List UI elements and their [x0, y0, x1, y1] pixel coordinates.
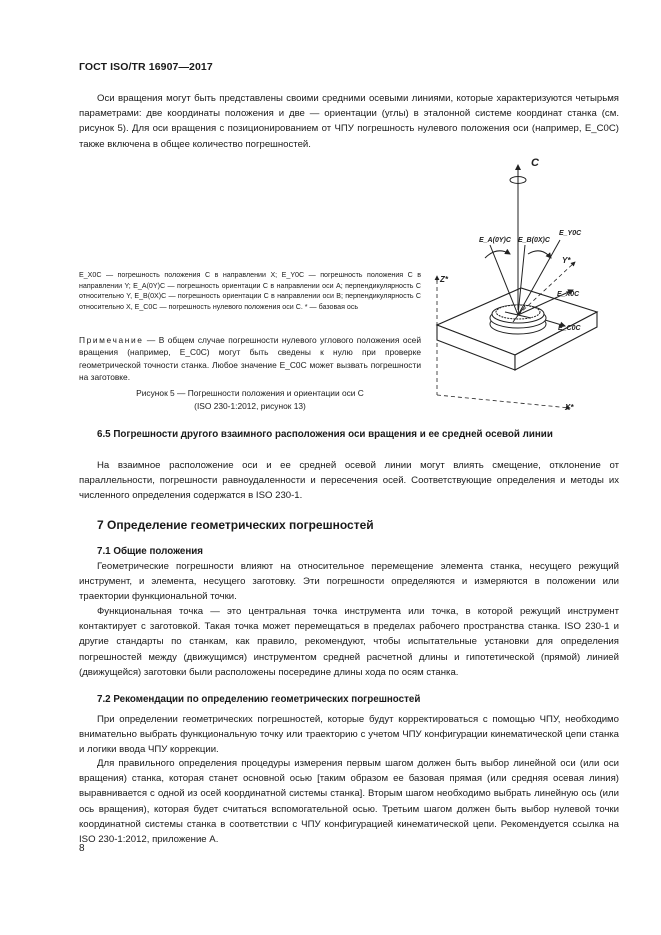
figure-note — [79, 334, 421, 383]
note-label: Примечание — [79, 335, 144, 345]
section-6-5-title: 6.5 Погрешности другого взаимного расположения оси вращения и ее средней осевой линии — [97, 429, 553, 440]
section-7-2-title: 7.2 Рекомендации по определению геометрических погрешностей — [97, 694, 421, 705]
e-c0c-label: E_C0C — [558, 325, 581, 332]
y-axis-label: Y* — [562, 256, 571, 265]
z-axis-label: Z* — [440, 275, 448, 284]
e-y0c-label: E_Y0C — [559, 230, 582, 237]
note-text: — В общем случае погрешности нулевого углового положения осей вращения (например, E_C0C) могут быть сведены к нулю при проверке геометрической точности станка. Любое значение E_C0C может вызвать погрешности на заготовке. — [79, 335, 421, 382]
caption-line-2: (ISO 230-1:2012, рисунок 13) — [194, 400, 306, 411]
section-7-1-title: 7.1 Общие положения — [97, 546, 204, 557]
figure-caption — [79, 387, 421, 412]
figure-legend: E_X0C — погрешность положения C в направлении X; E_Y0C — погрешность положения C в направлении Y; E_A(0Y)C — погрешность ориентации C в направлении оси A; перпендикулярность C относительно Y, E_B(0X)C — погрешность ориентации C в направлении оси B; перпендикулярность C относительно X, E_C0C — погрешность нулевого положения оси C. * — базовая ось — [79, 271, 421, 311]
x-axis-label: X* — [565, 403, 574, 412]
section-7-1-p2: Функциональная точка — это центральная точка инструмента или точка, в которой режущий инструмент контактирует с заготовкой. Такая точка может перемещаться в пределах рабочего пространства станка. ISO 230-1 и другие стандарты по станкам, как правило, рекомендуют, чтобы испытательные установки для определения погрешностей между (движущимся) инструментом средней расчетной длины и гипотетической (прямой) линией (движущейся) заготовки были расположены посередине длины хода по осям станка. — [79, 606, 619, 678]
section-6-5-text: На взаимное расположение оси и ее средней осевой линии могут влиять смещение, отклонение от параллельности, погрешности равноудаленности и пересечения осей. Соответствующие определения и методы их численного определения содержатся в ISO 230-1. — [79, 460, 619, 502]
page-number: 8 — [79, 843, 85, 854]
section-7-1-p1: Геометрические погрешности влияют на относительное перемещение элемента станка, несущего режущий инструмент, и элемента, несущего заготовку. Эти погрешности определяются и измеряются в положении или траектории функциональной точки. — [79, 561, 619, 603]
caption-line-1: Рисунок 5 — Погрешности положения и ориентации оси C — [136, 388, 364, 398]
e-x0c-label: E_X0C — [557, 291, 580, 298]
figure-5-diagram — [425, 150, 621, 425]
c-axis-label: C — [531, 157, 539, 169]
section-7-2-p2: Для правильного определения процедуры измерения первым шагом должен быть выбор линейной оси (или оси вращения) станка, которая станет основной осью [таким образом ее базовая прямая (или средняя осевая линия) выравнивается с одной из осей координатной системы станка]. Вторым шагом необходимо выбрать линейную ось (или ось вращения), которая будет считаться вспомогательной осью. Третьим шагом должен быть выбор нулевой точки координатной системы станка в соответствии с ЧПУ конфигурацией кинематической цепи. Рекомендуется ссылка на ISO 230-1:2012, приложение A. — [79, 758, 619, 846]
e-a0yc-label: E_A(0Y)C — [479, 237, 511, 244]
document-header: ГОСТ ISO/TR 16907—2017 — [79, 61, 213, 73]
section-7-title: 7 Определение геометрических погрешностей — [97, 518, 374, 532]
e-b0xc-label: E_B(0X)C — [518, 237, 550, 244]
intro-paragraph: Оси вращения могут быть представлены своими средними осевыми линиями, которые характеризуются четырьмя параметрами: две координаты положения и две — ориентации (углы) в эталонной системе координат станка (см. рисунок 5). Для оси вращения с позиционированием от ЧПУ погрешность нулевого положения оси (например, E_C0C) также включена в общее количество погрешностей. — [79, 93, 619, 150]
section-7-2-p1: При определении геометрических погрешностей, которые будут корректироваться с помощью ЧПУ, необходимо внимательно выбрать функциональную точку или траекторию с учетом ЧПУ конфигурации кинематической цепи станка и логики ввода ЧПУ коррекции. — [79, 714, 619, 756]
